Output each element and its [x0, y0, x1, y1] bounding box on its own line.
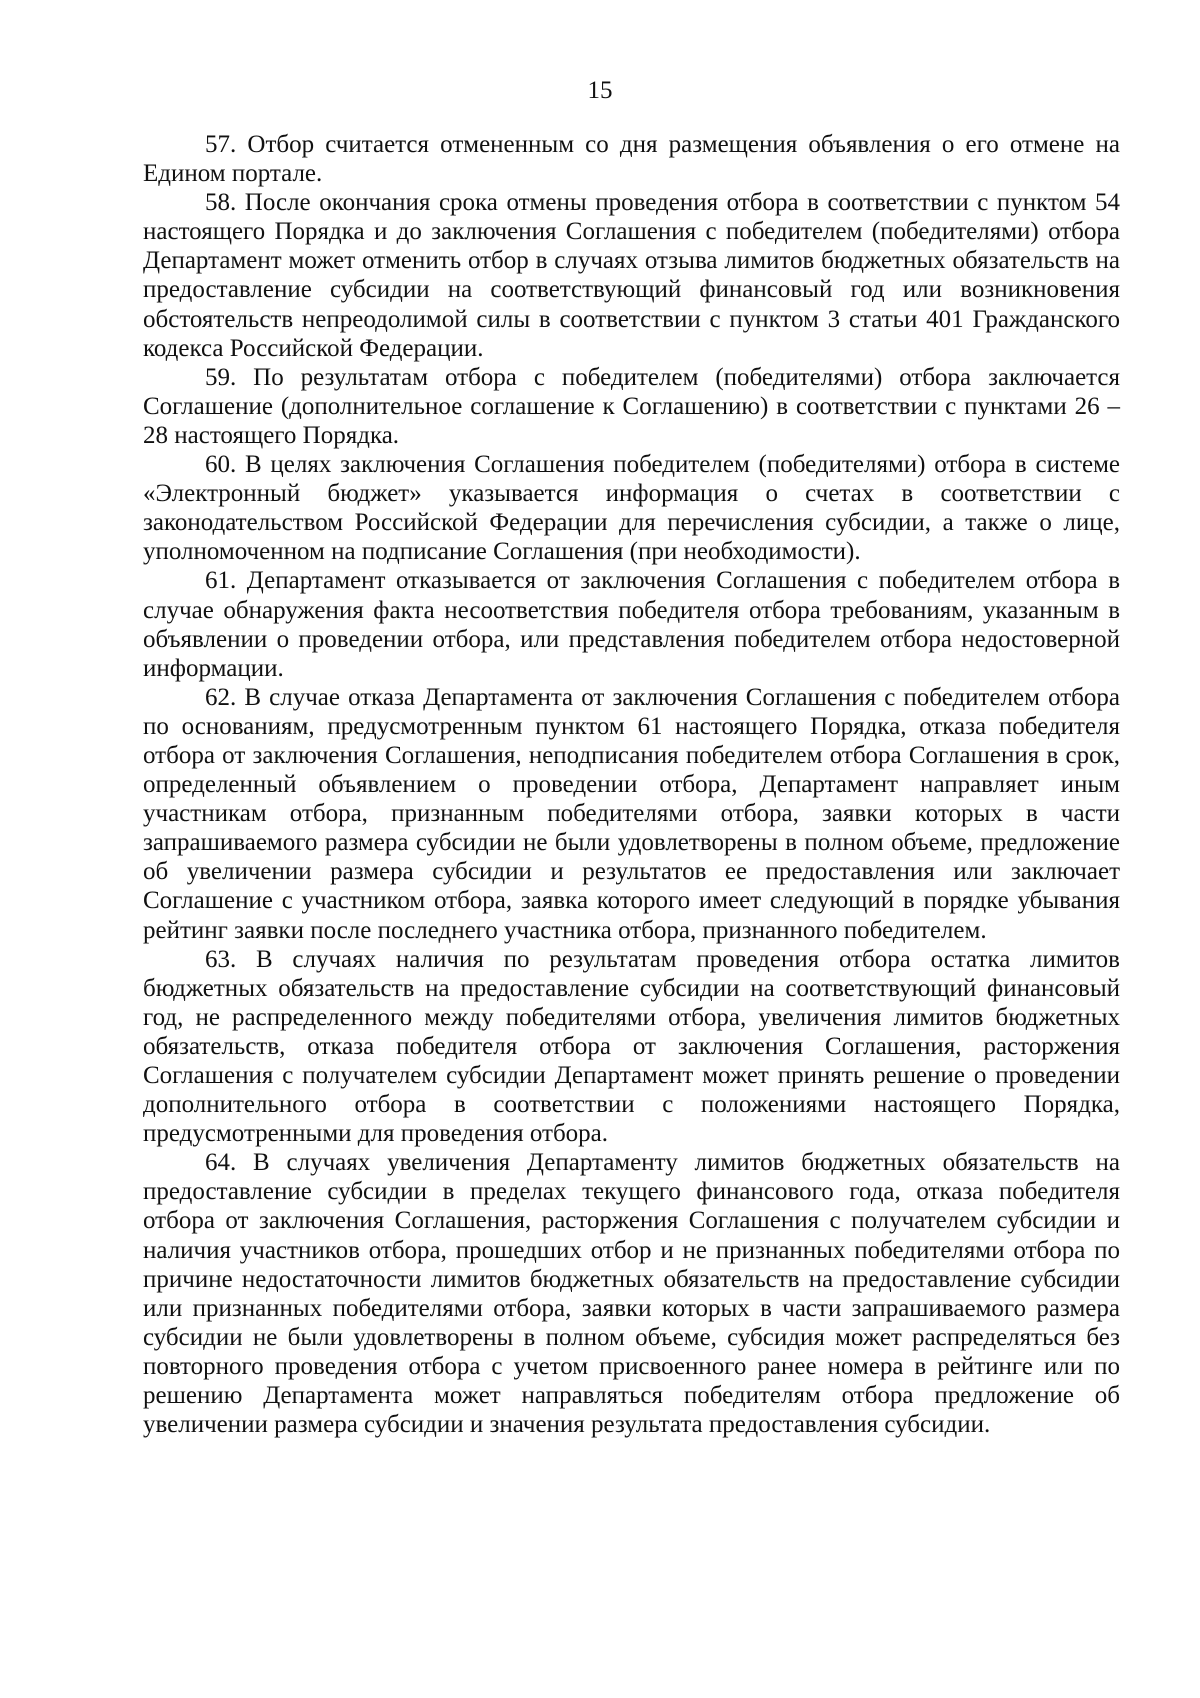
paragraph-59: 59. По результатам отбора с победителем (победителями) отбора заключается Соглашение (дополнительное соглашение к Соглашению) в соответствии с пунктами 26 – 28 настоящего Порядка.: [143, 363, 1120, 449]
paragraph-58: 58. После окончания срока отмены проведения отбора в соответствии с пунктом 54 настоящего Порядка и до заключения Соглашения с победителем (победителями) отбора Департамент может отменить отбор в случаях отзыва лимитов бюджетных обязательств на предоставление субсидии на соответствующий финансовый год или возникновения обстоятельств непреодолимой силы в соответствии с пунктом 3 статьи 401 Гражданского кодекса Российской Федерации.: [143, 189, 1120, 362]
paragraph-64: 64. В случаях увеличения Департаменту лимитов бюджетных обязательств на предоставление субсидии в пределах текущего финансового года, отказа победителя отбора от заключения Соглашения, расторжения Соглашения с получателем субсидии и наличия участников отбора, прошедших отбор и не признанных победителями отбора по причине недостаточности лимитов бюджетных обязательств на предоставление субсидии или признанных победителями отбора, заявки которых в части запрашиваемого размера субсидии не были удовлетворены в полном объеме, субсидия может распределяться без повторного проведения отбора с учетом присвоенного ранее номера в рейтинге или по решению Департамента может направляться победителям отбора предложение об увеличении размера субсидии и значения результата предоставления субсидии.: [143, 1149, 1120, 1439]
page-number: 15: [587, 77, 613, 104]
document-body: [143, 130, 1120, 1439]
paragraph-62: 62. В случае отказа Департамента от заключения Соглашения с победителем отбора по основаниям, предусмотренным пунктом 61 настоящего Порядка, отказа победителя отбора от заключения Соглашения, неподписания победителем отбора Соглашения в срок, определенный объявлением о проведении отбора, Департамент направляет иным участникам отбора, признанным победителями отбора, заявки которых в части запрашиваемого размера субсидии не были удовлетворены в полном объеме, предложение об увеличении размера субсидии и результатов ее предоставления или заключает Соглашение с участником отбора, заявка которого имеет следующий в порядке убывания рейтинг заявки после последнего участника отбора, признанного победителем.: [143, 683, 1120, 944]
paragraph-61: 61. Департамент отказывается от заключения Соглашения с победителем отбора в случае обнаружения факта несоответствия победителя отбора требованиям, указанным в объявлении о проведении отбора, или представления победителем отбора недостоверной информации.: [143, 567, 1120, 682]
paragraph-60: 60. В целях заключения Соглашения победителем (победителями) отбора в системе «Электронный бюджет» указывается информация о счетах в соответствии с законодательством Российской Федерации для перечисления субсидии, а также о лице, уполномоченном на подписание Соглашения (при необходимости).: [143, 451, 1120, 566]
paragraph-57: 57. Отбор считается отмененным со дня размещения объявления о его отмене на Едином портале.: [143, 131, 1120, 188]
paragraph-63: 63. В случаях наличия по результатам проведения отбора остатка лимитов бюджетных обязательств на предоставление субсидии на соответствующий финансовый год, не распределенного между победителями отбора, увеличения лимитов бюджетных обязательств, отказа победителя отбора от заключения Соглашения, расторжения Соглашения с получателем субсидии Департамент может принять решение о проведении дополнительного отбора в соответствии с положениями настоящего Порядка, предусмотренными для проведения отбора.: [143, 945, 1120, 1148]
